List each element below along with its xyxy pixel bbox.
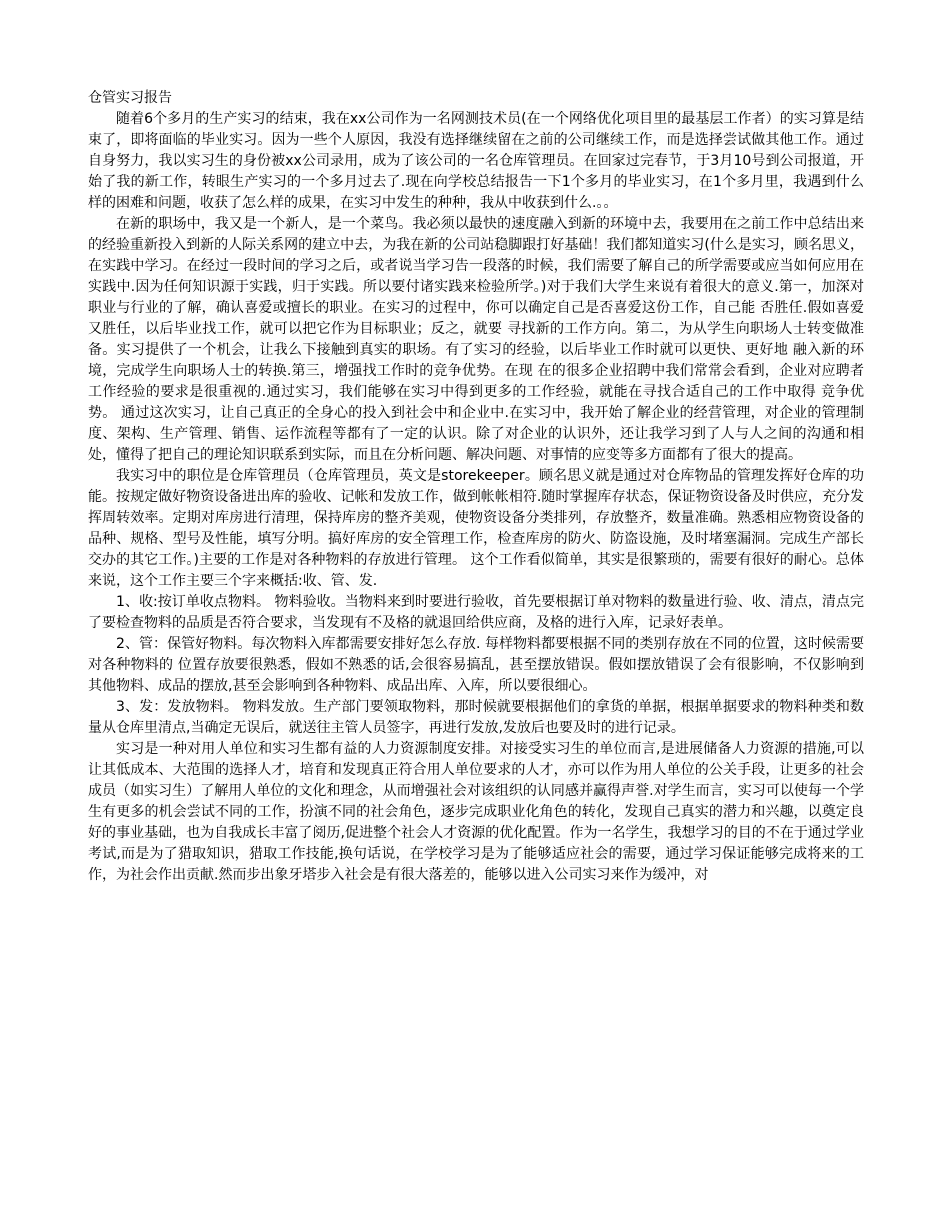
paragraph-intro: 随着6个多月的生产实习的结束，我在xx公司作为一名网测技术员(在一个网络优化项目里的最基层工作者）的实习算是结束了，即将面临的毕业实习。因为一些个人原因，我没有选择继续留在之前的公司继续工作，而是选择尝试做其他工作。通过自身努力，我以实习生的身份被xx公司录用，成为了该公司的一名仓库管理员。在回家过完春节，于3月10号到公司报道，开始了我的新工作，转眼生产实习的一个多月过去了.现在向学校总结报告一下1个多月的毕业实习，在1个多月里，我遇到什么样的困难和问题，收获了怎么样的成果，在实习中发生的种种，我从中收获到什么.。。 (88, 111, 864, 211)
paragraph-reflection: 实习是一种对用人单位和实习生都有益的人力资源制度安排。对接受实习生的单位而言,是进展储备人力资源的措施,可以让其低成本、大范围的选择人才，培育和发现真正符合用人单位要求的人才，亦可以作为用人单位的公关手段，让更多的社会成员（如实习生）了解用人单位的文化和理念，从而增强社会对该组织的认同感并赢得声誉.对学生而言，实习可以使每一个学生有更多的机会尝试不同的工作，扮演不同的社会角色，逐步完成职业化角色的转化，发现自己真实的潜力和兴趣，以奠定良好的事业基础，也为自我成长丰富了阅历,促进整个社会人才资源的优化配置。作为一名学生，我想学习的目的不在于通过学业考试,而是为了猎取知识，猎取工作技能,换句话说，在学校学习是为了能够适应社会的需要，通过学习保证能够完成将来的工作，为社会作出贡献.然而步出象牙塔步入社会是有很大落差的，能够以进入公司实习来作为缓冲，对 (88, 741, 864, 883)
paragraph-dispatch: 3、发：发放物料。 物料发放。生产部门要领取物料，那时候就要根据他们的拿货的单据，根据单据要求的物料种类和数量从仓库里清点,当确定无误后，就送往主管人员签字，再进行发放,发放后也要及时的进行记录。 (88, 699, 864, 736)
paragraph-receive: 1、收:按订单收点物料。 物料验收。当物料来到时要进行验收，首先要根据订单对物料的数量进行验、收、清点，清点完了要检查物料的品质是否符合要求，当发现有不及格的就退回给供应商，及格的进行入库，记录好表单。 (88, 594, 864, 631)
paragraph-manage: 2、管：保管好物料。每次物料入库都需要安排好怎么存放. 每样物料都要根据不同的类别存放在不同的位置，这时候需要对各种物料的 位置存放要很熟悉，假如不熟悉的话,会很容易搞乱，甚至摆放错误。假如摆放错误了会有很影响，不仅影响到其他物料、成品的摆放,甚至会影响到各种物料、成品出库、入库，所以要很细心。 (88, 636, 864, 694)
paragraph-job-description: 我实习中的职位是仓库管理员（仓库管理员，英文是storekeeper。顾名思义就是通过对仓库物品的管理发挥好仓库的功能。按规定做好物资设备进出库的验收、记帐和发放工作，做到帐帐相符.随时掌握库存状态，保证物资设备及时供应，充分发挥周转效率。定期对库房进行清理，保持库房的整齐美观，使物资设备分类排列，存放整齐，数量准确。熟悉相应物资设备的品种、规格、型号及性能，填写分明。搞好库房的安全管理工作，检查库房的防火、防盗设施，及时堵塞漏洞。完成生产部长交办的其它工作。)主要的工作是对各种物料的存放进行管理。 这个工作看似简单，其实是很繁琐的，需要有很好的耐心。总体来说，这个工作主要三个字来概括:收、管、发. (88, 468, 864, 589)
document-title: 仓管实习报告 (88, 90, 172, 106)
document-page (88, 88, 864, 886)
paragraph-internship-meaning: 在新的职场中，我又是一个新人，是一个菜鸟。我必须以最快的速度融入到新的环境中去，我要用在之前工作中总结出来的经验重新投入到新的人际关系网的建立中去，为我在新的公司站稳脚跟打好基础！我们都知道实习(什么是实习，顾名思义，在实践中学习。在经过一段时间的学习之后，或者说当学习告一段落的时候，我们需要了解自己的所学需要或应当如何应用在实践中.因为任何知识源于实践，归于实践。所以要付诸实践来检验所学。)对于我们大学生来说有着很大的意义.第一，加深对职业与行业的了解，确认喜爱或擅长的职业。在实习的过程中，你可以确定自己是否喜爱这份工作，自己能 否胜任.假如喜爱又胜任，以后毕业找工作，就可以把它作为目标职业；反之，就要 寻找新的工作方向。第二，为从学生向职场人士转变做准备。实习提供了一个机会，让我么下接触到真实的职场。有了实习的经验，以后毕业工作时就可以更快、更好地 融入新的环境，完成学生向职场人士的转换.第三，增强找工作时的竞争优势。在现 在的很多企业招聘中我们常常会看到，企业对应聘者工作经验的要求是很重视的.通过实习，我们能够在实习中得到更多的工作经验，就能在寻找合适自己的工作中取得 竞争优势。 通过这次实习，让自己真正的全身心的投入到社会中和企业中.在实习中，我开始了解企业的经营管理，对企业的管理制度、架构、生产管理、销售、运作流程等都有了一定的认识。除了对企业的认识外，还让我学习到了人与人之间的沟通和相处，懂得了把自己的理论知识联系到实际，而且在分析问题、解决问题、对事情的应变等多方面都有了很大的提高。 (88, 216, 864, 463)
